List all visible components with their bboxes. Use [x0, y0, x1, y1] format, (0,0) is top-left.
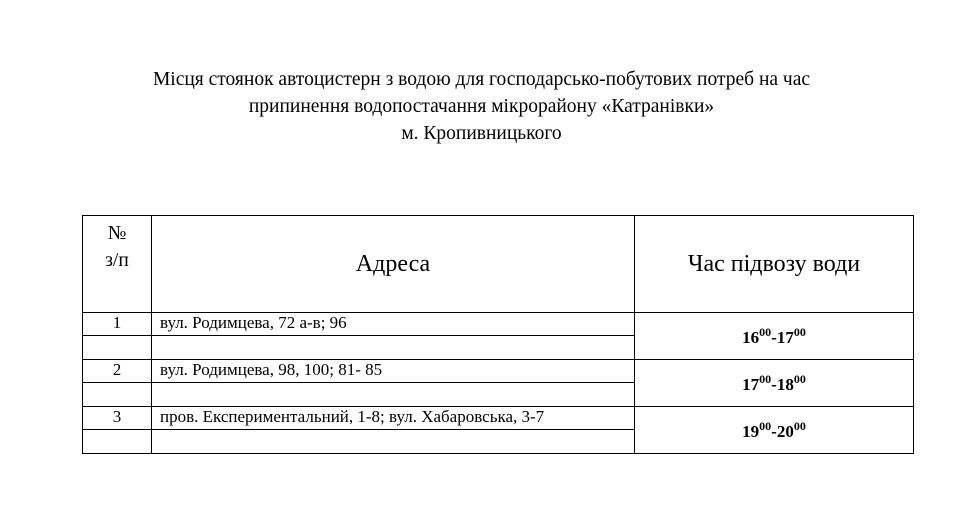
header-number — [83, 216, 152, 313]
row-number: 2 — [83, 360, 152, 383]
title-line-3: м. Кропивницького — [401, 123, 562, 144]
title-line-2: припинення водопостачання мікрорайону «Катранівки» — [248, 96, 715, 117]
title-line-1: Місця стоянок автоцистерн з водою для господарсько-побутових потреб на час — [152, 69, 811, 90]
row-delivery-time: $19^{00}-20^{00}$ — [635, 407, 914, 454]
empty-cell — [83, 430, 152, 454]
header-address: Адреса — [152, 216, 635, 313]
header-number-abbr: з/п — [105, 250, 129, 271]
row-delivery-time: $16^{00}-17^{00}$ — [635, 313, 914, 360]
water-delivery-table — [82, 215, 914, 454]
row-address: пров. Експериментальний, 1-8; вул. Хабаровська, 3-7 — [152, 407, 635, 430]
table-header-row — [83, 216, 914, 313]
header-delivery-time: Час підвозу води — [635, 216, 914, 313]
table-row — [83, 313, 914, 336]
document-title — [0, 66, 963, 147]
row-delivery-time: $17^{00}-18^{00}$ — [635, 360, 914, 407]
row-address: вул. Родимцева, 72 а-в; 96 — [152, 313, 635, 336]
table-row — [83, 407, 914, 430]
header-number-sign: № — [107, 223, 127, 244]
row-number: 3 — [83, 407, 152, 430]
empty-cell — [83, 383, 152, 407]
empty-cell — [83, 336, 152, 360]
empty-cell — [152, 383, 635, 407]
row-address: вул. Родимцева, 98, 100; 81- 85 — [152, 360, 635, 383]
empty-cell — [152, 430, 635, 454]
row-number: 1 — [83, 313, 152, 336]
table-row — [83, 360, 914, 383]
empty-cell — [152, 336, 635, 360]
